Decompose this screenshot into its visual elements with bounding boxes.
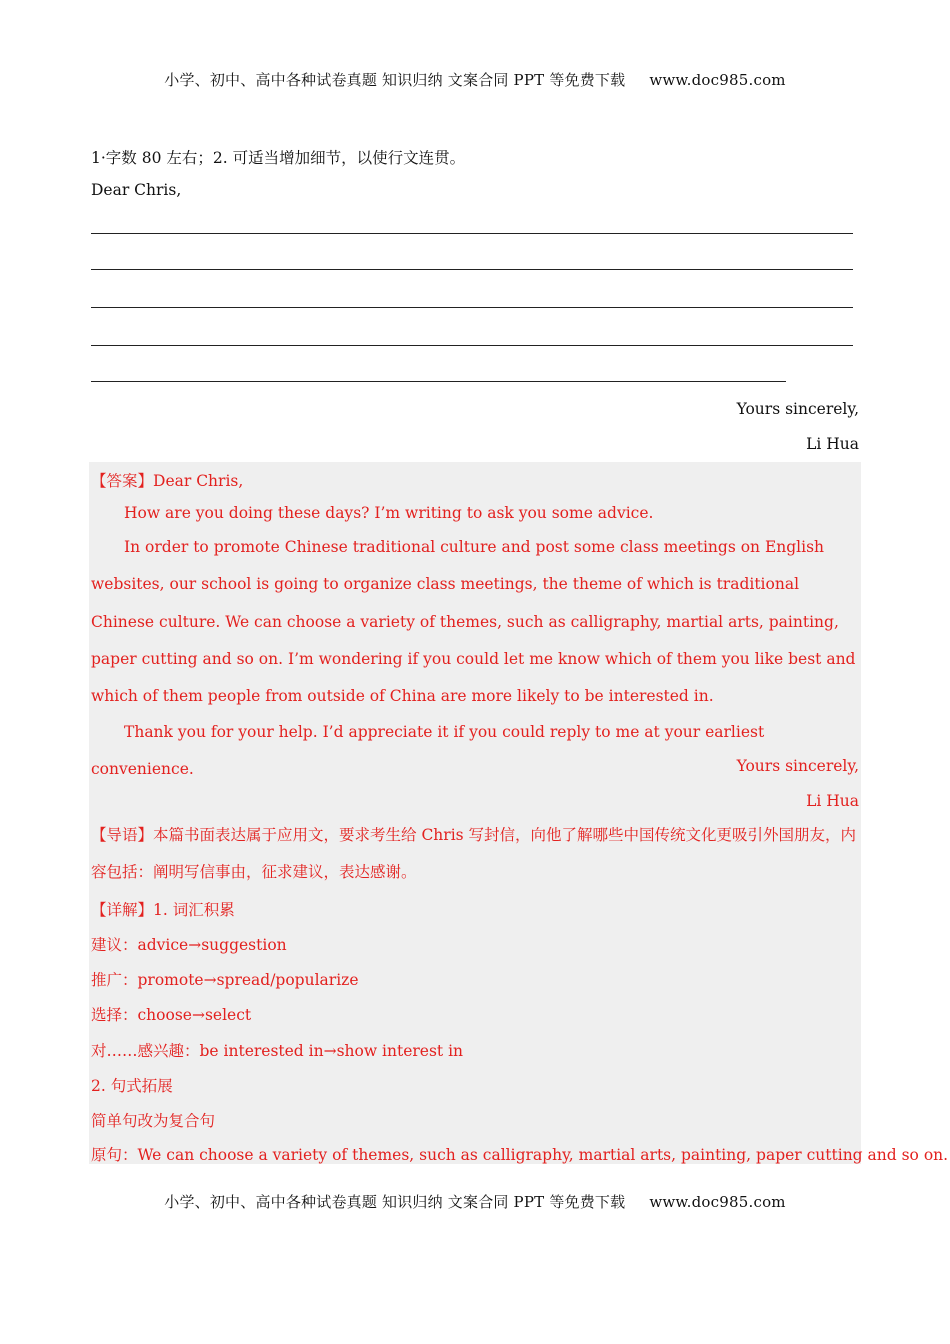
answer-salutation-line: [91, 469, 861, 491]
answer-line-4: [91, 345, 853, 346]
answer-line-5: [91, 381, 786, 382]
detail-heading-line: [91, 898, 861, 920]
answer-line-3: [91, 307, 853, 308]
header-site-link[interactable]: www.doc985.com: [649, 71, 786, 89]
writing-instructions: 1·字数 80 左右；2. 可适当增加细节，以使行文连贯。: [91, 149, 466, 167]
vocab-item: 选择：choose→select: [91, 1006, 252, 1024]
page-footer: [0, 1191, 950, 1212]
guide-text: 本篇书面表达属于应用文，要求考生给 Chris 写封信，向他了解哪些中国传统文化更吸引外国朋友，内容包括：阐明写信事由，征求建议，表达感谢。: [91, 826, 857, 881]
footer-text: 小学、初中、高中各种试卷真题 知识归纳 文案合同 PPT 等免费下载: [164, 1193, 626, 1211]
answer-line-1: [91, 233, 853, 234]
answer-line-2: [91, 269, 853, 270]
answer-signature: Li Hua: [806, 792, 859, 810]
answer-tag: 【答案】: [91, 472, 154, 490]
detail-subheading: 简单句改为复合句: [91, 1112, 216, 1130]
answer-paragraph-2: In order to promote Chinese traditional culture and post some class meetings on English websites, our school is going to organize class meetings, the theme of which is traditional Chinese culture. We can choose a variety of themes, such as calligraphy, martial arts, painting, paper cutting and so on. I’m wondering if you could let me know which of them you like best and which of them people from outside of China are more likely to be interested in.: [91, 538, 856, 706]
vocab-item: 对……感兴趣：be interested in→show interest in: [91, 1042, 464, 1060]
answer-salutation: Dear Chris,: [153, 472, 244, 490]
vocab-item: 建议：advice→suggestion: [91, 936, 287, 954]
answer-paragraph-3: Thank you for your help. I’d appreciate it if you could reply to me at your earliest convenience.: [91, 723, 765, 779]
letter-salutation: Dear Chris,: [91, 181, 182, 199]
letter-signature: Li Hua: [806, 435, 859, 453]
answer-closing: Yours sincerely,: [736, 757, 859, 775]
answer-paragraph-1: How are you doing these days? I’m writing to ask you some advice.: [124, 504, 654, 522]
detail-tag: 【详解】: [91, 901, 154, 919]
footer-site-link[interactable]: www.doc985.com: [649, 1193, 786, 1211]
letter-closing: Yours sincerely,: [736, 400, 859, 418]
detail-heading-1: 1. 词汇积累: [153, 901, 235, 919]
vocab-item: 推广：promote→spread/popularize: [91, 971, 359, 989]
guide-tag: 【导语】: [91, 826, 154, 844]
header-text: 小学、初中、高中各种试卷真题 知识归纳 文案合同 PPT 等免费下载: [164, 71, 626, 89]
original-sentence: 原句：We can choose a variety of themes, such as calligraphy, martial arts, painting, paper cutting and so on.: [91, 1146, 949, 1164]
detail-heading-2: 2. 句式拓展: [91, 1077, 173, 1095]
page-header: [0, 69, 950, 90]
guide-paragraph: [91, 817, 859, 891]
